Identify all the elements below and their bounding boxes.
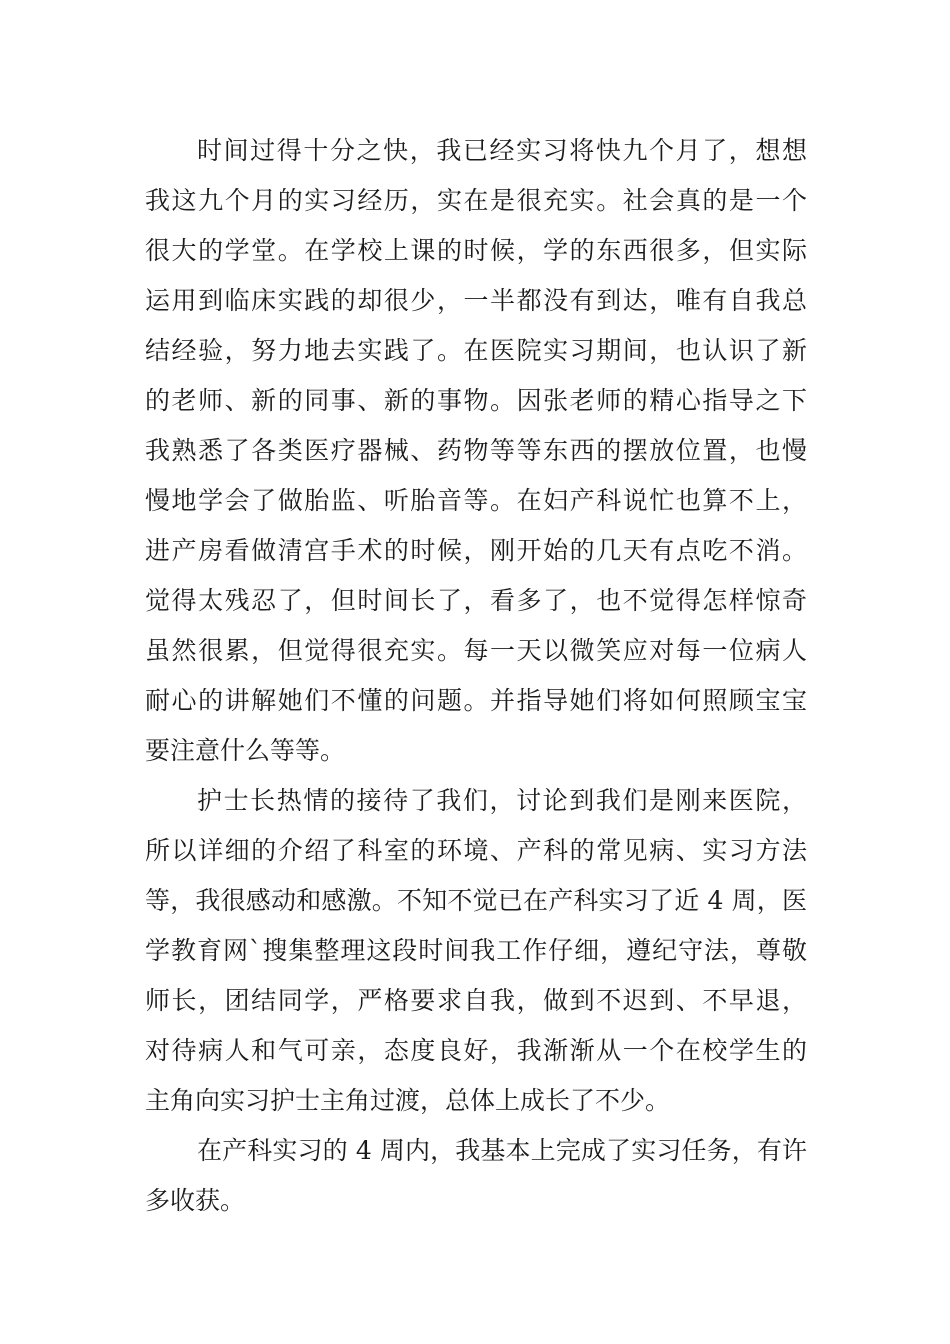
paragraph-line: 虽然很累，但觉得很充实。每一天以微笑应对每一位病人 bbox=[145, 636, 807, 665]
paragraph-1 bbox=[145, 126, 807, 776]
paragraph-line: 我熟悉了各类医疗器械、药物等等东西的摆放位置，也慢 bbox=[145, 436, 807, 465]
paragraph-line: 学教育网`搜集整理这段时间我工作仔细，遵纪守法，尊敬 bbox=[145, 936, 807, 965]
paragraph-line: 要注意什么等等。 bbox=[145, 736, 346, 765]
paragraph-line: 所以详细的介绍了科室的环境、产科的常见病、实习方法 bbox=[145, 836, 807, 865]
paragraph-line: 等，我很感动和感激。不知不觉已在产科实习了近 4 周，医 bbox=[145, 886, 807, 915]
paragraph-line: 耐心的讲解她们不懂的问题。并指导她们将如何照顾宝宝 bbox=[145, 686, 807, 715]
paragraph-line: 我这九个月的实习经历，实在是很充实。社会真的是一个 bbox=[145, 186, 807, 215]
paragraph-line: 结经验，努力地去实践了。在医院实习期间，也认识了新 bbox=[145, 336, 807, 365]
paragraph-line: 多收获。 bbox=[145, 1186, 246, 1215]
paragraph-line: 对待病人和气可亲，态度良好，我渐渐从一个在校学生的 bbox=[145, 1036, 807, 1065]
paragraph-line: 主角向实习护士主角过渡，总体上成长了不少。 bbox=[145, 1086, 671, 1115]
document-body bbox=[145, 126, 807, 1226]
paragraph-line: 很大的学堂。在学校上课的时候，学的东西很多，但实际 bbox=[145, 236, 807, 265]
paragraph-line: 的老师、新的同事、新的事物。因张老师的精心指导之下 bbox=[145, 386, 807, 415]
paragraph-line: 觉得太残忍了，但时间长了，看多了，也不觉得怎样惊奇 bbox=[145, 586, 807, 615]
paragraph-line: 慢地学会了做胎监、听胎音等。在妇产科说忙也算不上， bbox=[145, 486, 807, 515]
paragraph-line: 护士长热情的接待了我们，讨论到我们是刚来医院， bbox=[197, 786, 807, 815]
paragraph-2 bbox=[145, 776, 807, 1126]
paragraph-line: 师长，团结同学，严格要求自我，做到不迟到、不早退， bbox=[145, 986, 807, 1015]
paragraph-line: 时间过得十分之快，我已经实习将快九个月了，想想 bbox=[197, 136, 807, 165]
paragraph-line: 进产房看做清宫手术的时候，刚开始的几天有点吃不消。 bbox=[145, 536, 807, 565]
paragraph-3 bbox=[145, 1126, 807, 1226]
paragraph-line: 在产科实习的 4 周内，我基本上完成了实习任务，有许 bbox=[197, 1136, 807, 1165]
paragraph-line: 运用到临床实践的却很少，一半都没有到达，唯有自我总 bbox=[145, 286, 807, 315]
